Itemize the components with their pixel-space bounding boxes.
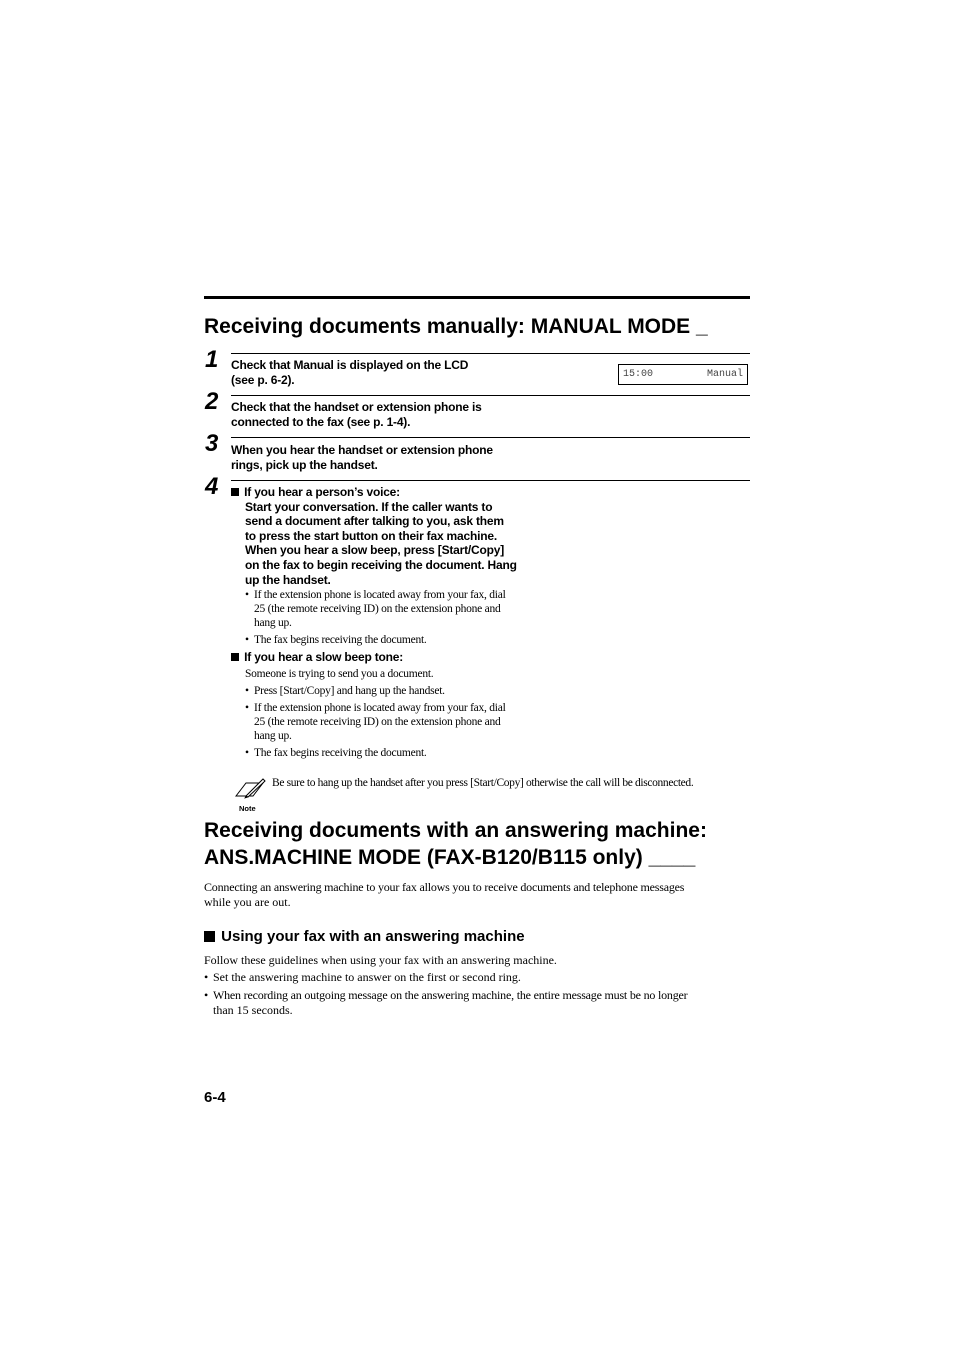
lcd-display: [618, 364, 748, 385]
list-item: • If the extension phone is located away from your fax, dial 25 (the remote receiving ID) on the extension phone and hang up.: [245, 701, 506, 742]
lcd-mode: Manual: [706, 369, 743, 380]
section-title-answering-machine: Receiving documents with an answering machine: ANS.MACHINE MODE (FAX-B120/B115 only) ____: [204, 819, 707, 869]
voice-instructions: Start your conversation. If the caller wants to send a document after talking to you, ask them to press the start button on their fax machine. When you hear a slow beep, press [Start/Copy] on the fax to begin receiving the document. Hang up the handset.: [245, 499, 517, 587]
step-number: 4: [205, 473, 219, 500]
list-item: • Set the answering machine to answer on the first or second ring.: [204, 970, 521, 984]
section-title-manual-mode: Receiving documents manually: MANUAL MODE _: [204, 315, 708, 338]
list-item: • The fax begins receiving the document.: [245, 634, 427, 647]
subsection-content: Follow these guidelines when using your fax with an answering machine. • Set the answering machine to answer on the first or second ring. • When recording an outgoing message on the answering machine, the entire message must be no longer than 15 seconds.: [204, 953, 750, 1018]
step-1-text: Check that Manual is displayed on the LCD (see p. 6-2).: [231, 358, 469, 387]
step-3-rule: [231, 437, 750, 438]
step-number: 1: [205, 346, 219, 373]
list-item: • Press [Start/Copy] and hang up the handset.: [245, 684, 445, 697]
lcd-time: 15:00: [623, 369, 654, 380]
list-item: • The fax begins receiving the document.: [245, 746, 427, 759]
step-number: 3: [205, 430, 219, 457]
page-number: 6-4: [204, 1089, 226, 1106]
step-1-rule: [231, 353, 750, 354]
step-2-text: Check that the handset or extension phone is connected to the fax (see p. 1-4).: [231, 400, 482, 429]
subsection-title: Using your fax with an answering machine: [204, 928, 525, 946]
step-number: 2: [205, 388, 219, 415]
beep-content: Someone is trying to send you a document. • Press [Start/Copy] and hang up the handset. • If the extension phone is located away from your fax, dial 25 (the remote receiving ID) on the extension phone and hang up. • The fax begins receiving the document.: [231, 667, 541, 760]
step-4-rule: [231, 480, 750, 481]
square-bullet-icon: [204, 931, 215, 942]
note-icon: [233, 777, 267, 813]
voice-bullets: [231, 588, 541, 647]
voice-heading: If you hear a person’s voice:: [231, 485, 541, 500]
list-item: • If the extension phone is located away from your fax, dial 25 (the remote receiving ID) on the extension phone and hang up.: [245, 589, 506, 630]
section2-intro: Connecting an answering machine to your fax allows you to receive documents and telephone messages while you are out.: [204, 880, 685, 909]
step-4-content: [231, 485, 541, 760]
pencil-note-icon: [233, 777, 267, 799]
note-label: Note: [239, 804, 256, 813]
step-3-text: When you hear the handset or extension phone rings, pick up the handset.: [231, 443, 493, 472]
beep-heading: If you hear a slow beep tone:: [231, 650, 541, 665]
section-top-rule: [204, 296, 750, 299]
step-2-rule: [231, 395, 750, 396]
list-item: • When recording an outgoing message on the answering machine, the entire message must be no longer than 15 seconds.: [204, 988, 688, 1017]
note-text: Be sure to hang up the handset after you press [Start/Copy] otherwise the call will be disconnected.: [272, 777, 694, 789]
square-bullet-icon: [231, 653, 239, 661]
square-bullet-icon: [231, 488, 239, 496]
